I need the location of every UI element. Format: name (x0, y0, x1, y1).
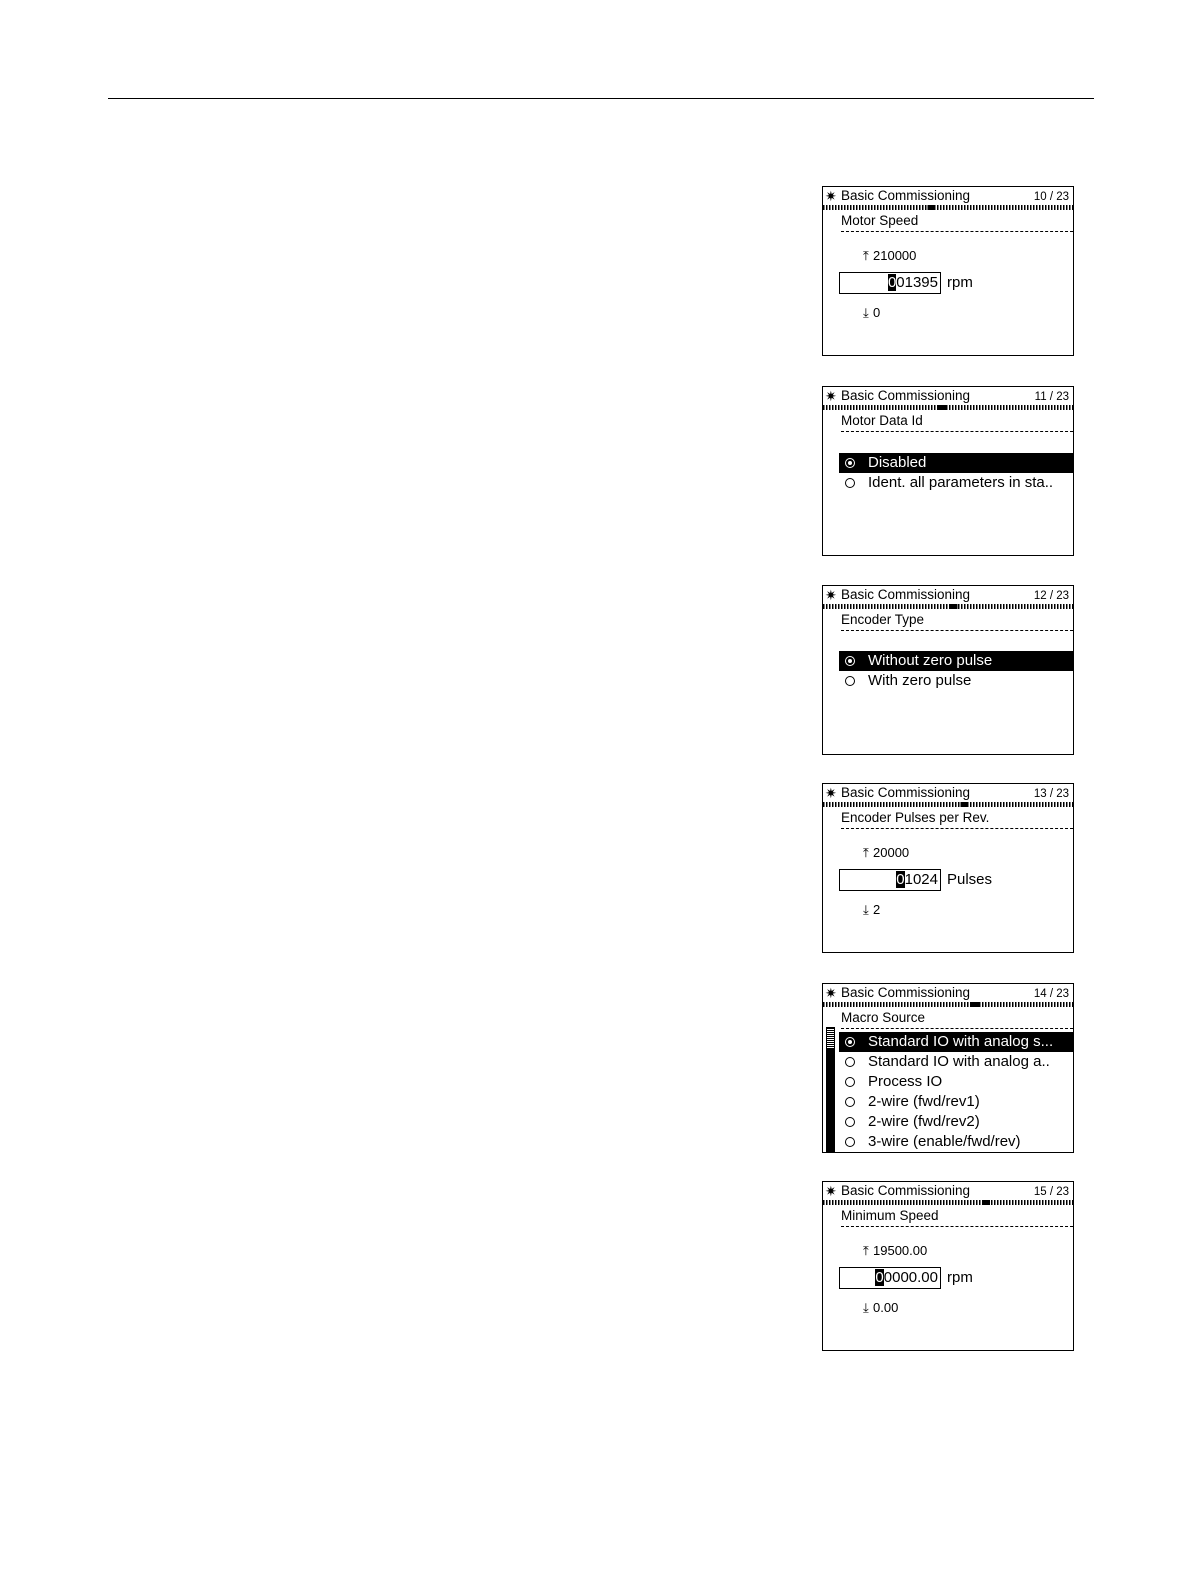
option-label: 2-wire (fwd/rev1) (868, 1093, 980, 1110)
progress-bar (823, 405, 1073, 410)
parameter-name: Macro Source (841, 1009, 1073, 1029)
page-counter: 14 / 23 (1033, 988, 1069, 1000)
parameter-name: Motor Speed (841, 212, 1073, 232)
screen-title: Basic Commissioning (841, 1183, 971, 1198)
screen-macro-source (822, 983, 1074, 1153)
value-input[interactable] (839, 1267, 941, 1289)
value-digits: 0000.00 (883, 1269, 938, 1286)
option-label: Process IO (868, 1073, 943, 1090)
arrow-up-to-bar-icon: ⤒ (863, 248, 869, 263)
min-value (863, 902, 880, 918)
value-input[interactable] (839, 272, 941, 294)
screen-title: Basic Commissioning (841, 785, 971, 800)
parameter-name: Encoder Pulses per Rev. (841, 809, 1073, 829)
screen-header (823, 187, 1073, 205)
option-label: 3-wire (enable/fwd/rev) (868, 1133, 1021, 1150)
min-value-text: 0 (873, 305, 881, 320)
progress-bar (823, 205, 1073, 210)
radio-empty-icon (845, 1077, 855, 1087)
page-counter: 11 / 23 (1034, 391, 1069, 403)
option-label: With zero pulse (868, 672, 972, 689)
page-counter: 15 / 23 (1033, 1186, 1069, 1198)
screen-header (823, 1182, 1073, 1200)
option-item[interactable] (839, 1032, 1073, 1052)
option-label: Without zero pulse (868, 652, 993, 669)
option-list (839, 651, 1073, 691)
radio-selected-icon (845, 1037, 855, 1047)
parameter-name: Minimum Speed (841, 1207, 1073, 1227)
radio-selected-icon (845, 656, 855, 666)
option-item[interactable] (839, 473, 1073, 493)
screen-title: Basic Commissioning (841, 985, 971, 1000)
screen-title: Basic Commissioning (841, 388, 971, 403)
radio-empty-icon (845, 1097, 855, 1107)
option-item[interactable] (839, 1132, 1073, 1152)
radio-empty-icon (845, 1137, 855, 1147)
page-counter: 10 / 23 (1033, 191, 1069, 203)
option-item[interactable] (839, 1052, 1073, 1072)
edit-cursor-digit: 0 (896, 871, 905, 888)
option-item[interactable] (839, 1092, 1073, 1112)
screen-header (823, 586, 1073, 604)
min-value (863, 305, 880, 321)
radio-selected-icon (845, 458, 855, 468)
option-list (839, 1032, 1073, 1152)
radio-empty-icon (845, 478, 855, 488)
commissioning-wizard-icon: ✷ (825, 388, 837, 404)
arrow-down-to-bar-icon: ⤓ (863, 1300, 869, 1315)
value-input[interactable] (839, 869, 941, 891)
commissioning-wizard-icon: ✷ (825, 985, 837, 1001)
option-item[interactable] (839, 1112, 1073, 1132)
screen-title: Basic Commissioning (841, 188, 971, 203)
list-scrollbar[interactable] (826, 1027, 835, 1152)
parameter-name: Motor Data Id (841, 412, 1073, 432)
arrow-up-to-bar-icon: ⤒ (863, 1243, 869, 1258)
arrow-down-to-bar-icon: ⤓ (863, 902, 869, 917)
max-value-text: 20000 (873, 845, 910, 860)
parameter-name: Encoder Type (841, 611, 1073, 631)
progress-bar (823, 802, 1073, 807)
page-top-rule (108, 98, 1094, 99)
unit-label: Pulses (947, 871, 993, 888)
screen-encoder-pulses (822, 783, 1074, 953)
option-item[interactable] (839, 651, 1073, 671)
value-digits: 01395 (896, 274, 938, 291)
radio-empty-icon (845, 676, 855, 686)
page-counter: 13 / 23 (1033, 788, 1069, 800)
option-label: Standard IO with analog s... (868, 1033, 1054, 1050)
screen-title: Basic Commissioning (841, 587, 971, 602)
commissioning-wizard-icon: ✷ (825, 785, 837, 801)
page-counter: 12 / 23 (1033, 590, 1069, 602)
edit-cursor-digit: 0 (875, 1269, 884, 1286)
option-label: Ident. all parameters in sta.. (868, 474, 1054, 491)
screen-header (823, 784, 1073, 802)
max-value (863, 1243, 927, 1259)
screen-header (823, 984, 1073, 1002)
unit-label: rpm (947, 1269, 973, 1286)
unit-label: rpm (947, 274, 973, 291)
radio-empty-icon (845, 1057, 855, 1067)
option-label: Standard IO with analog a.. (868, 1053, 1050, 1070)
option-item[interactable] (839, 1072, 1073, 1092)
option-item[interactable] (839, 671, 1073, 691)
progress-bar (823, 1002, 1073, 1007)
arrow-down-to-bar-icon: ⤓ (863, 305, 869, 320)
option-item[interactable] (839, 453, 1073, 473)
max-value (863, 845, 909, 861)
commissioning-wizard-icon: ✷ (825, 188, 837, 204)
option-label: 2-wire (fwd/rev2) (868, 1113, 980, 1130)
max-value-text: 210000 (873, 248, 917, 263)
min-value-text: 0.00 (873, 1300, 899, 1315)
option-list (839, 453, 1073, 493)
min-value-text: 2 (873, 902, 881, 917)
radio-empty-icon (845, 1117, 855, 1127)
commissioning-wizard-icon: ✷ (825, 1183, 837, 1199)
progress-bar (823, 1200, 1073, 1205)
arrow-up-to-bar-icon: ⤒ (863, 845, 869, 860)
screen-motor-data-id (822, 386, 1074, 556)
screen-minimum-speed (822, 1181, 1074, 1351)
max-value (863, 248, 916, 264)
scrollbar-thumb[interactable] (827, 1029, 834, 1049)
option-label: Disabled (868, 454, 927, 471)
min-value (863, 1300, 898, 1316)
edit-cursor-digit: 0 (887, 274, 897, 291)
value-digits: 1024 (904, 871, 938, 888)
max-value-text: 19500.00 (873, 1243, 928, 1258)
screen-motor-speed (822, 186, 1074, 356)
screen-encoder-type (822, 585, 1074, 755)
commissioning-wizard-icon: ✷ (825, 587, 837, 603)
screen-header (823, 387, 1073, 405)
progress-bar (823, 604, 1073, 609)
